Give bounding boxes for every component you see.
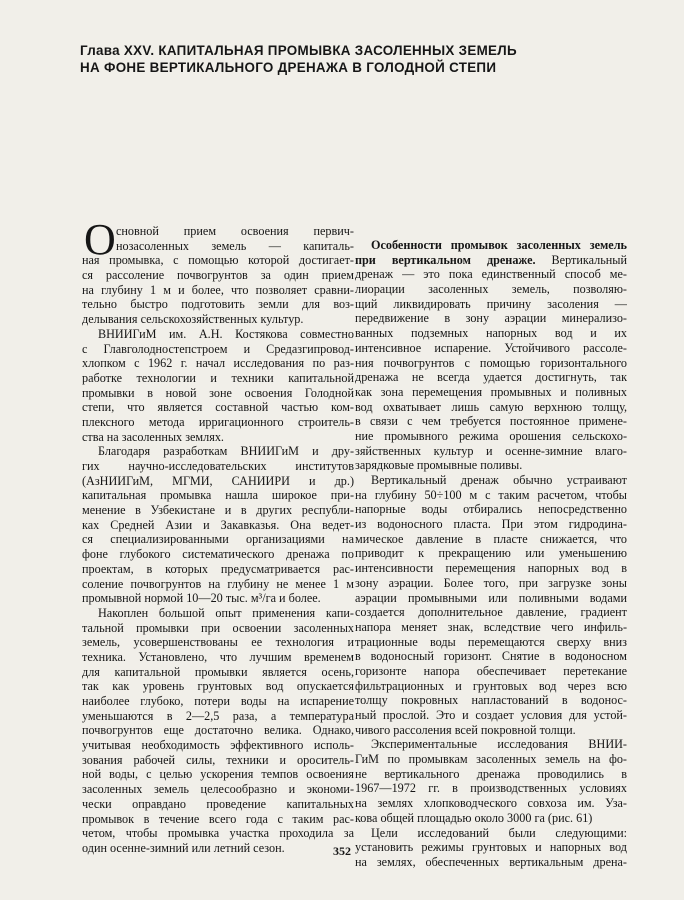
text-line: техника. Установлено, что лучшим временем bbox=[82, 649, 354, 664]
text-line: ГиМ по промывкам засоленных земель на фо- bbox=[355, 752, 627, 767]
text-line: ся рассоление почвогрунтов за один прием bbox=[82, 268, 354, 283]
text-line: чивого рассоления всей покровной толщи. bbox=[355, 722, 576, 737]
text-line: проектам, в которых предусматривается рас- bbox=[82, 561, 354, 576]
text-line: промывок в течение всего года с таким рас- bbox=[82, 811, 354, 826]
text-line: Экспериментальные исследования ВНИИ- bbox=[371, 737, 627, 752]
text-line: мическое давление в пласте снижается, что bbox=[355, 531, 627, 546]
text-line: менение в Узбекистане и в других республи- bbox=[82, 503, 354, 518]
text-line: на землях хлопководческого совхоза им. Уза- bbox=[355, 796, 627, 811]
drop-cap: О bbox=[84, 215, 116, 264]
text-line: зарядковые промывные поливы. bbox=[355, 458, 523, 473]
text-line: так как уровень грунтовых вод опускается bbox=[82, 679, 354, 694]
text-line: фильтрационных и грунтовых вод через всю bbox=[355, 678, 627, 693]
text-line: как зона перемещения промывных и поливных bbox=[355, 384, 627, 399]
page-number: 352 bbox=[333, 844, 351, 858]
text-line: ный прослой. Это и создает условия для устой- bbox=[355, 708, 627, 722]
text-line: для капитальной промывки является осень, bbox=[82, 664, 354, 679]
text-line: напорные воды отбирались непосредственно bbox=[355, 502, 627, 517]
text-line: ной воды, с целью ускорения темпов освоения bbox=[82, 767, 354, 782]
text-line: степи, что является составной частью ком- bbox=[82, 400, 354, 415]
text-line: ние промывного режима орошения сельскохо- bbox=[355, 428, 627, 443]
text-line: ная промывка, с помощью которой достигает- bbox=[82, 253, 354, 268]
text-line: наиболее глубоко, потери воды на испарение bbox=[82, 694, 354, 708]
text-line: Благодаря разработкам ВНИИГиМ и дру- bbox=[98, 444, 354, 459]
text-line: из водоносного пласта. При этом гидродина- bbox=[355, 517, 627, 532]
text-line: в водоносный горизонт. Снятие в водоносном bbox=[355, 649, 627, 664]
text-line: четом, чтобы промывка участка проходила за bbox=[82, 826, 354, 841]
text-line: работке технологии и техники капитальной bbox=[82, 370, 354, 385]
text-line: на глубину 50÷100 м с таким расчетом, чтобы bbox=[355, 487, 627, 502]
text-line: земель, усовершенствованы ее технология и bbox=[82, 635, 354, 650]
section-heading: Особенности промывок засоленных земель bbox=[371, 238, 627, 252]
text-line: чески оправдано проведение капитальных bbox=[82, 796, 354, 811]
text-line: ния почвогрунтов с помощью горизонтального bbox=[355, 355, 627, 370]
text-line: кова общей площадью около 3000 га (рис. 61) bbox=[355, 810, 593, 825]
text-line: щий ликвидировать причину засоления — bbox=[355, 296, 627, 311]
text-line: лиорации засоленных земель, позволяю- bbox=[355, 282, 627, 297]
text-line: Вертикальный дренаж обычно устраивают bbox=[371, 473, 627, 487]
text-line: на глубину 1 м и более, что позволяет сравни- bbox=[82, 282, 354, 297]
text-line: установить режимы грунтовых и напорных вод bbox=[355, 840, 627, 855]
right-column bbox=[355, 238, 627, 870]
text-line: уменьшаются в 2—2,5 раза, а температура bbox=[82, 708, 354, 723]
text-line: дренажа не всегда удается достигнуть, так bbox=[355, 370, 627, 385]
text-line: не вертикального дренажа проводились в bbox=[355, 766, 627, 781]
left-column bbox=[82, 215, 354, 856]
text-line: Накоплен большой опыт применения капи- bbox=[98, 605, 354, 620]
section-heading-cont: при вертикальном дренаже. bbox=[355, 252, 536, 267]
text-line: вод охватывает лишь самую верхнюю толщу, bbox=[355, 399, 627, 414]
text-line: приводит к прекращению или уменьшению bbox=[355, 546, 627, 561]
text-line: интенсивности перемещения напорных вод в bbox=[355, 561, 627, 576]
text-line: зяйственных культур и осенне-зимние влаго- bbox=[355, 443, 627, 458]
text-line: на землях, обеспеченных вертикальным дрена- bbox=[355, 854, 627, 869]
text-line: создается дополнительное давление, градиент bbox=[355, 605, 627, 620]
text-line: ках Средней Азии и Закавказья. Она ведет- bbox=[82, 517, 354, 532]
text-line: засоленных земель целесообразно и экономи- bbox=[82, 782, 354, 797]
text-line: соление почвогрунтов на глубину не менее 1 м bbox=[82, 576, 354, 591]
text-line: горизонте напора обеспечивает перетекание bbox=[355, 663, 627, 678]
text-line: гих научно-исследовательских институтов bbox=[82, 459, 354, 473]
text-line: с Главголодностепстроем и Средазгипровод- bbox=[82, 341, 354, 356]
text-line: напора меняет знак, вследствие чего инфиль- bbox=[355, 619, 627, 634]
text-line: аэрации промывными или поливными водами bbox=[355, 590, 627, 605]
text-line: капитальная промывка нашла широкое при- bbox=[82, 488, 354, 503]
text-line: промывной нормой 10—20 тыс. м³/га и более. bbox=[82, 591, 321, 606]
text-line: зону аэрации. Более того, при загрузке зоны bbox=[355, 575, 627, 590]
text-line: ства на засоленных землях. bbox=[82, 429, 224, 444]
text-line: дренаж — это пока единственный способ ме- bbox=[355, 267, 627, 282]
text-line: Цели исследований были следующими: bbox=[371, 825, 627, 840]
chapter-title bbox=[80, 42, 620, 76]
text-line: толщу покровных напластований в водонос- bbox=[355, 693, 627, 708]
text-line: трационные воды перемещаются сверху вниз bbox=[355, 634, 627, 649]
text-line: 1967—1972 гг. в производственных условиях bbox=[355, 781, 627, 796]
text-line: ВНИИГиМ им. А.Н. Костякова совместно bbox=[98, 326, 354, 341]
text-fragment: Вертикальный bbox=[551, 252, 627, 267]
text-line: (АзНИИГиМ, МГМИ, САНИИРИ и др.) bbox=[82, 473, 354, 488]
text-line: делывания сельскохозяйственных культур. bbox=[82, 312, 304, 327]
text-line: интенсивное испарение. Устойчивого рассоле- bbox=[355, 340, 627, 355]
chapter-title-line-2: НА ФОНЕ ВЕРТИКАЛЬНОГО ДРЕНАЖА В ГОЛОДНОЙ СТЕПИ bbox=[80, 60, 497, 75]
text-line: почвогрунтов еще достаточно велика. Однако, bbox=[82, 723, 354, 738]
text-line: один осенне-зимний или летний сезон. bbox=[82, 840, 285, 855]
chapter-title-line-1: Глава XXV. КАПИТАЛЬНАЯ ПРОМЫВКА ЗАСОЛЕННЫХ ЗЕМЕЛЬ bbox=[80, 43, 517, 58]
text-line: ся специализированными организациями на bbox=[82, 532, 354, 547]
text-line: хлопком с 1962 г. начал исследования по раз- bbox=[82, 356, 354, 371]
text-line: фоне глубокого систематического дренажа по bbox=[82, 547, 354, 562]
text-line: в связи с чем требуется постоянное примене- bbox=[355, 414, 627, 429]
text-line: нозасоленных земель — капиталь- bbox=[116, 238, 354, 253]
text-line: сновной прием освоения первич- bbox=[116, 224, 354, 238]
text-line: учитывая необходимость эффективного исполь- bbox=[82, 738, 354, 753]
text-line: ванных подземных напорных вод и их bbox=[355, 326, 627, 341]
text-line: передвижение в зону аэрации минерализо- bbox=[355, 311, 627, 326]
text-line: промывки в новой зоне освоения Голодной bbox=[82, 385, 354, 400]
text-line: тальной промывки при освоении засоленных bbox=[82, 620, 354, 635]
heading-line bbox=[355, 253, 627, 268]
text-line: тельно быстро подготовить земли для воз- bbox=[82, 297, 354, 312]
text-line: зования рабочей силы, техники и ороситель- bbox=[82, 752, 354, 767]
text-line: плексного метода ирригационного строитель- bbox=[82, 414, 354, 429]
